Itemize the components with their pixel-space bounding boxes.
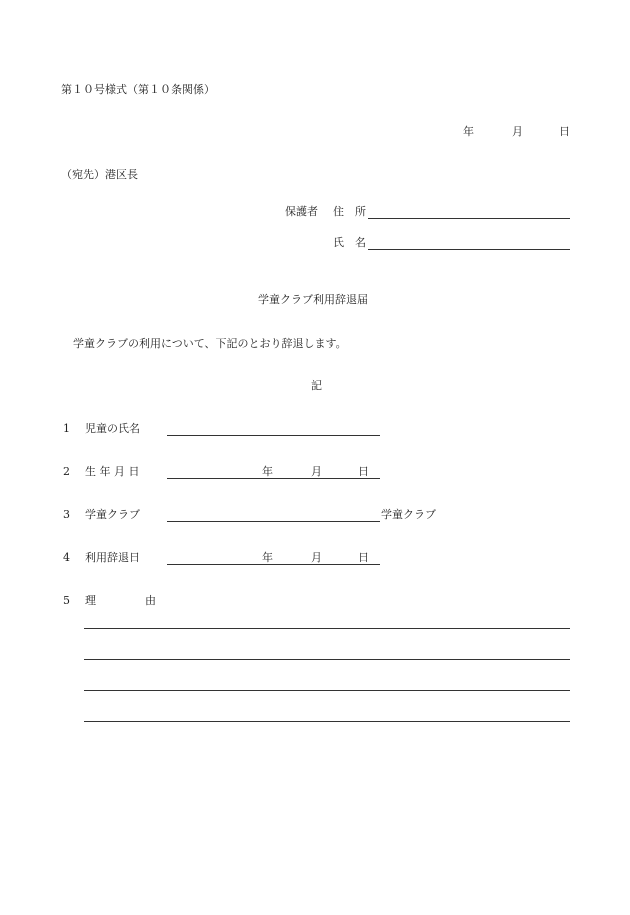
- item-2-number: 2: [63, 465, 70, 478]
- addressee: （宛先）港区長: [61, 168, 138, 181]
- item-5-number: 5: [63, 594, 70, 607]
- withdraw-month-label: 月: [311, 551, 322, 564]
- item-3-label: 学童クラブ: [85, 508, 140, 521]
- item-1-number: 1: [63, 422, 70, 435]
- form-number: 第１０号様式（第１０条関係）: [61, 83, 215, 96]
- reason-line-1[interactable]: [84, 628, 570, 629]
- date-month-label: 月: [512, 125, 523, 138]
- address-field[interactable]: [368, 218, 570, 219]
- item-2-label: 生 年 月 日: [85, 465, 140, 478]
- document-title: 学童クラブ利用辞退届: [258, 293, 368, 306]
- club-name-field[interactable]: [167, 521, 380, 522]
- item-4-number: 4: [63, 551, 70, 564]
- item-3-number: 3: [63, 508, 70, 521]
- date-day-label: 日: [559, 125, 570, 138]
- birth-month-label: 月: [311, 465, 322, 478]
- ki-heading: 記: [311, 379, 322, 392]
- address-label: 住 所: [333, 205, 366, 218]
- birth-date-field[interactable]: [167, 478, 380, 479]
- withdraw-year-label: 年: [262, 551, 273, 564]
- withdraw-day-label: 日: [358, 551, 369, 564]
- reason-line-3[interactable]: [84, 690, 570, 691]
- date-year-label: 年: [463, 125, 474, 138]
- item-5-label-a: 理: [85, 594, 96, 607]
- item-5-label-b: 由: [145, 594, 156, 607]
- birth-year-label: 年: [262, 465, 273, 478]
- name-label-2: 名: [355, 236, 366, 249]
- name-field[interactable]: [368, 249, 570, 250]
- reason-line-4[interactable]: [84, 721, 570, 722]
- intro-text: 学童クラブの利用について、下記のとおり辞退します。: [73, 337, 347, 350]
- club-suffix: 学童クラブ: [381, 508, 436, 521]
- item-1-label: 児童の氏名: [85, 422, 140, 435]
- reason-line-2[interactable]: [84, 659, 570, 660]
- withdraw-date-field[interactable]: [167, 564, 380, 565]
- name-label-1: 氏: [333, 236, 344, 249]
- guardian-label: 保護者: [285, 205, 318, 218]
- birth-day-label: 日: [358, 465, 369, 478]
- child-name-field[interactable]: [167, 435, 380, 436]
- item-4-label: 利用辞退日: [85, 551, 140, 564]
